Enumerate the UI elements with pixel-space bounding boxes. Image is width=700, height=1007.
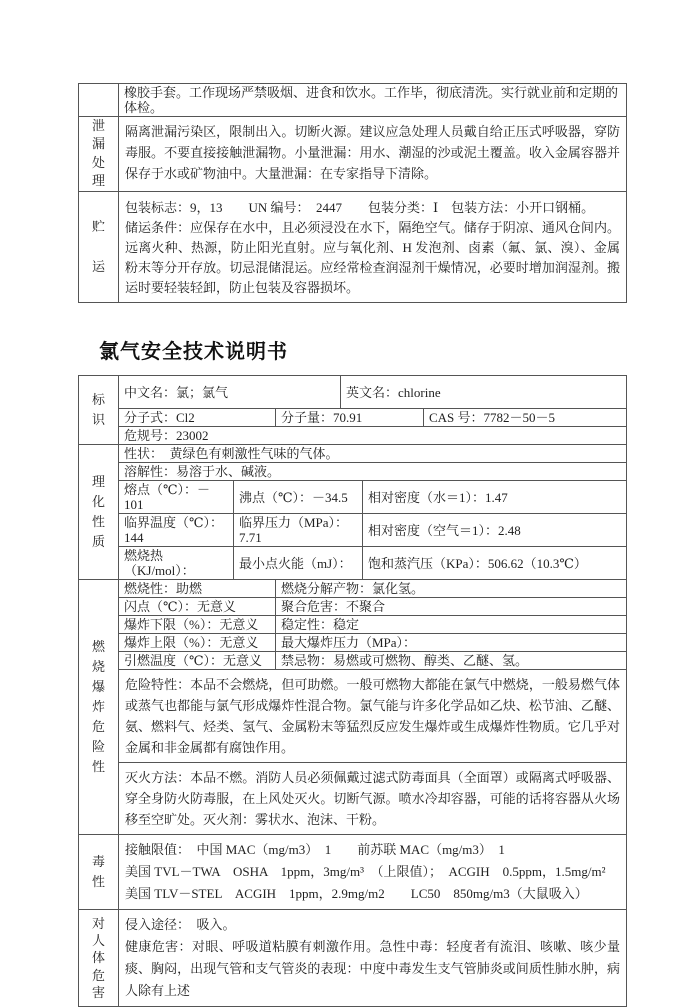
spill-handling-label: 泄漏处理 bbox=[92, 118, 106, 189]
physical-chemical-label-cell bbox=[79, 445, 119, 579]
field-decomposition-products: 燃烧分解产物：氯化氢。 bbox=[281, 581, 425, 596]
fire-explosion-label: 燃烧爆炸危险性 bbox=[92, 638, 106, 775]
field-chinese-name: 中文名：氯；氯气 bbox=[119, 376, 341, 408]
field-solubility: 溶解性：易溶于水、碱液。 bbox=[124, 464, 281, 479]
table-row bbox=[79, 192, 626, 302]
sub-row bbox=[119, 763, 626, 834]
sub-row bbox=[119, 409, 626, 427]
field-molecular-weight: 分子量：70.91 bbox=[276, 409, 424, 426]
toxicity-label: 毒性 bbox=[92, 853, 106, 889]
section-content bbox=[119, 835, 626, 909]
sub-row bbox=[119, 652, 626, 670]
sub-row bbox=[119, 580, 626, 598]
field-molecular-formula: 分子式：Cl2 bbox=[119, 409, 276, 426]
section-content bbox=[119, 376, 626, 444]
field-stability: 稳定性：稳定 bbox=[281, 617, 360, 632]
sub-row bbox=[119, 427, 626, 444]
field-min-ignition-energy: 最小点火能（mJ）： bbox=[234, 547, 363, 579]
field-risk-number: 危规号：23002 bbox=[124, 428, 209, 443]
storage-transport-label: 贮运 bbox=[92, 218, 106, 274]
extinguishing-methods-text: 灭火方法：本品不燃。消防人员必须佩戴过滤式防毒面具（全面罩）或隔离式呼吸器、穿全身防火防毒服，在上风处灭火。切断气源。喷水冷却容器，可能的话将容器从火场移至空旷处。灭火剂：雾状水、泡沫、干粉。 bbox=[125, 770, 620, 827]
section-fire-explosion bbox=[79, 580, 626, 835]
sub-row bbox=[119, 634, 626, 652]
row-content bbox=[119, 117, 626, 191]
field-polymerization-hazard: 聚合危害：不聚合 bbox=[281, 599, 386, 614]
row-content bbox=[119, 192, 626, 302]
field-saturated-vapor-pressure: 饱和蒸汽压（KPa）：506.62（10.3℃） bbox=[368, 555, 587, 571]
sub-row bbox=[119, 616, 626, 634]
field-critical-pressure: 临界压力（MPa）：7.71 bbox=[234, 514, 363, 546]
storage-conditions-text: 储运条件：应保存在水中，且必须浸没在水下，隔绝空气。储存于阴凉、通风仓间内。远离火种、热源，防止阳光直射。应与氧化剂、H 发泡剂、卤素（氟、氯、溴）、金属粉末等分开存放。切忌混储混运。应经常检查润湿剂干燥情况，必要时增加润湿剂。搬运时要轻装轻卸，防止包装及容器损坏。 bbox=[125, 219, 620, 295]
spill-handling-label-cell bbox=[79, 117, 119, 191]
field-critical-temperature: 临界温度（℃）：144 bbox=[119, 514, 234, 546]
hazard-characteristics-text: 危险特性：本品不会燃烧，但可助燃。一般可燃物大都能在氯气中燃烧，一般易燃气体或蒸气也都能与氯气形成爆炸性混合物。氯气能与许多化学品如乙炔、松节油、乙醚、氨、燃料气、烃类、氢气、金属粉末等猛烈反应发生爆炸或生成爆炸性物质。它几乎对金属和非金属都有腐蚀作用。 bbox=[125, 677, 620, 755]
sub-row bbox=[119, 598, 626, 616]
section-human-harm bbox=[79, 910, 626, 1006]
field-combustion-heat: 燃烧热（KJ/mol）： bbox=[119, 547, 234, 579]
sub-row bbox=[119, 445, 626, 463]
row-content bbox=[119, 84, 626, 116]
us-tlv-stel-line: 美国 TLV－STEL ACGIH 1ppm，2.9mg/m2 LC50 850mg/m3（大鼠吸入） bbox=[125, 886, 588, 901]
ppe-continuation-text: 橡胶手套。工作现场严禁吸烟、进食和饮水。工作毕，彻底清洗。实行就业前和定期的体检。 bbox=[124, 85, 619, 115]
sub-row bbox=[119, 463, 626, 481]
field-explosion-upper-limit: 爆炸上限（%）：无意义 bbox=[119, 634, 276, 651]
sub-row bbox=[119, 670, 626, 763]
us-tlv-twa-line: 美国 TVL－TWA OSHA 1ppm，3mg/m³ （上限值）； ACGIH 0.5ppm，1.5mg/m² bbox=[125, 864, 606, 879]
field-cas-number: CAS 号：7782－50－5 bbox=[429, 410, 556, 425]
spill-handling-text: 隔离泄漏污染区，限制出入。切断火源。建议应急处理人员戴自给正压式呼吸器，穿防毒服。不要直接接触泄漏物。小量泄漏：用水、潮湿的沙或泥土覆盖。收入金属容器并保存于水或矿物油中。大量泄漏：在专家指导下清除。 bbox=[125, 124, 620, 181]
exposure-limits-line: 接触限值： 中国 MAC（mg/m3） 1 前苏联 MAC（mg/m3） 1 bbox=[125, 842, 505, 857]
human-harm-text bbox=[119, 910, 626, 1006]
field-melting-point: 熔点（℃）：－101 bbox=[119, 481, 234, 513]
table-msds bbox=[78, 375, 627, 1007]
storage-transport-text bbox=[119, 192, 626, 302]
sub-row bbox=[119, 481, 626, 514]
sub-row bbox=[119, 376, 626, 409]
section-toxicity bbox=[79, 835, 626, 910]
field-flash-point: 闪点（℃）：无意义 bbox=[119, 598, 276, 615]
field-max-explosion-pressure: 最大爆炸压力（MPa）： bbox=[281, 635, 417, 650]
field-boiling-point: 沸点（℃）：－34.5 bbox=[234, 481, 363, 513]
field-ignition-temperature: 引燃温度（℃）：无意义 bbox=[119, 652, 276, 669]
human-harm-label-cell bbox=[79, 910, 119, 1006]
entry-route-line: 侵入途径： 吸入。 bbox=[125, 917, 236, 932]
toxicity-text bbox=[119, 835, 626, 909]
physical-chemical-label: 理化性质 bbox=[92, 473, 106, 550]
field-incompatibles: 禁忌物：易燃或可燃物、醇类、乙醚、氢。 bbox=[281, 653, 529, 668]
field-relative-density-water: 相对密度（水＝1）：1.47 bbox=[368, 489, 508, 505]
storage-transport-label-cell bbox=[79, 192, 119, 302]
sub-row bbox=[119, 547, 626, 579]
section-content bbox=[119, 580, 626, 834]
identification-label-cell bbox=[79, 376, 119, 444]
field-appearance: 性状： 黄绿色有刺激性气味的气体。 bbox=[124, 446, 339, 461]
human-harm-label: 对人体危害 bbox=[92, 916, 106, 1000]
page-title: 氯气安全技术说明书 bbox=[99, 341, 288, 363]
section-physical-chemical bbox=[79, 445, 626, 580]
packaging-line: 包装标志：9，13 UN 编号： 2447 包装分类：Ⅰ 包装方法：小开口钢桶。 bbox=[125, 199, 595, 215]
section-content bbox=[119, 445, 626, 579]
field-explosion-lower-limit: 爆炸下限（%）：无意义 bbox=[119, 616, 276, 633]
table-handling-storage bbox=[78, 83, 627, 303]
table-row bbox=[79, 84, 626, 117]
identification-label: 标识 bbox=[92, 391, 106, 427]
toxicity-label-cell bbox=[79, 835, 119, 909]
field-english-name: 英文名：chlorine bbox=[346, 384, 441, 400]
field-combustibility: 燃烧性：助燃 bbox=[119, 580, 276, 597]
sub-row bbox=[119, 514, 626, 547]
field-relative-density-air: 相对密度（空气＝1）：2.48 bbox=[368, 522, 521, 538]
section-identification bbox=[79, 376, 626, 445]
table-row bbox=[79, 117, 626, 192]
health-hazard-line: 健康危害：对眼、呼吸道粘膜有刺激作用。急性中毒：轻度者有流泪、咳嗽、咳少量痰、胸闷，出现气管和支气管炎的表现：中度中毒发生支气管肺炎或间质性肺水肿，病人除有上述 bbox=[125, 939, 620, 998]
empty-label-cell bbox=[79, 84, 119, 116]
section-content bbox=[119, 910, 626, 1006]
sub-row bbox=[119, 84, 626, 116]
fire-explosion-label-cell bbox=[79, 580, 119, 834]
